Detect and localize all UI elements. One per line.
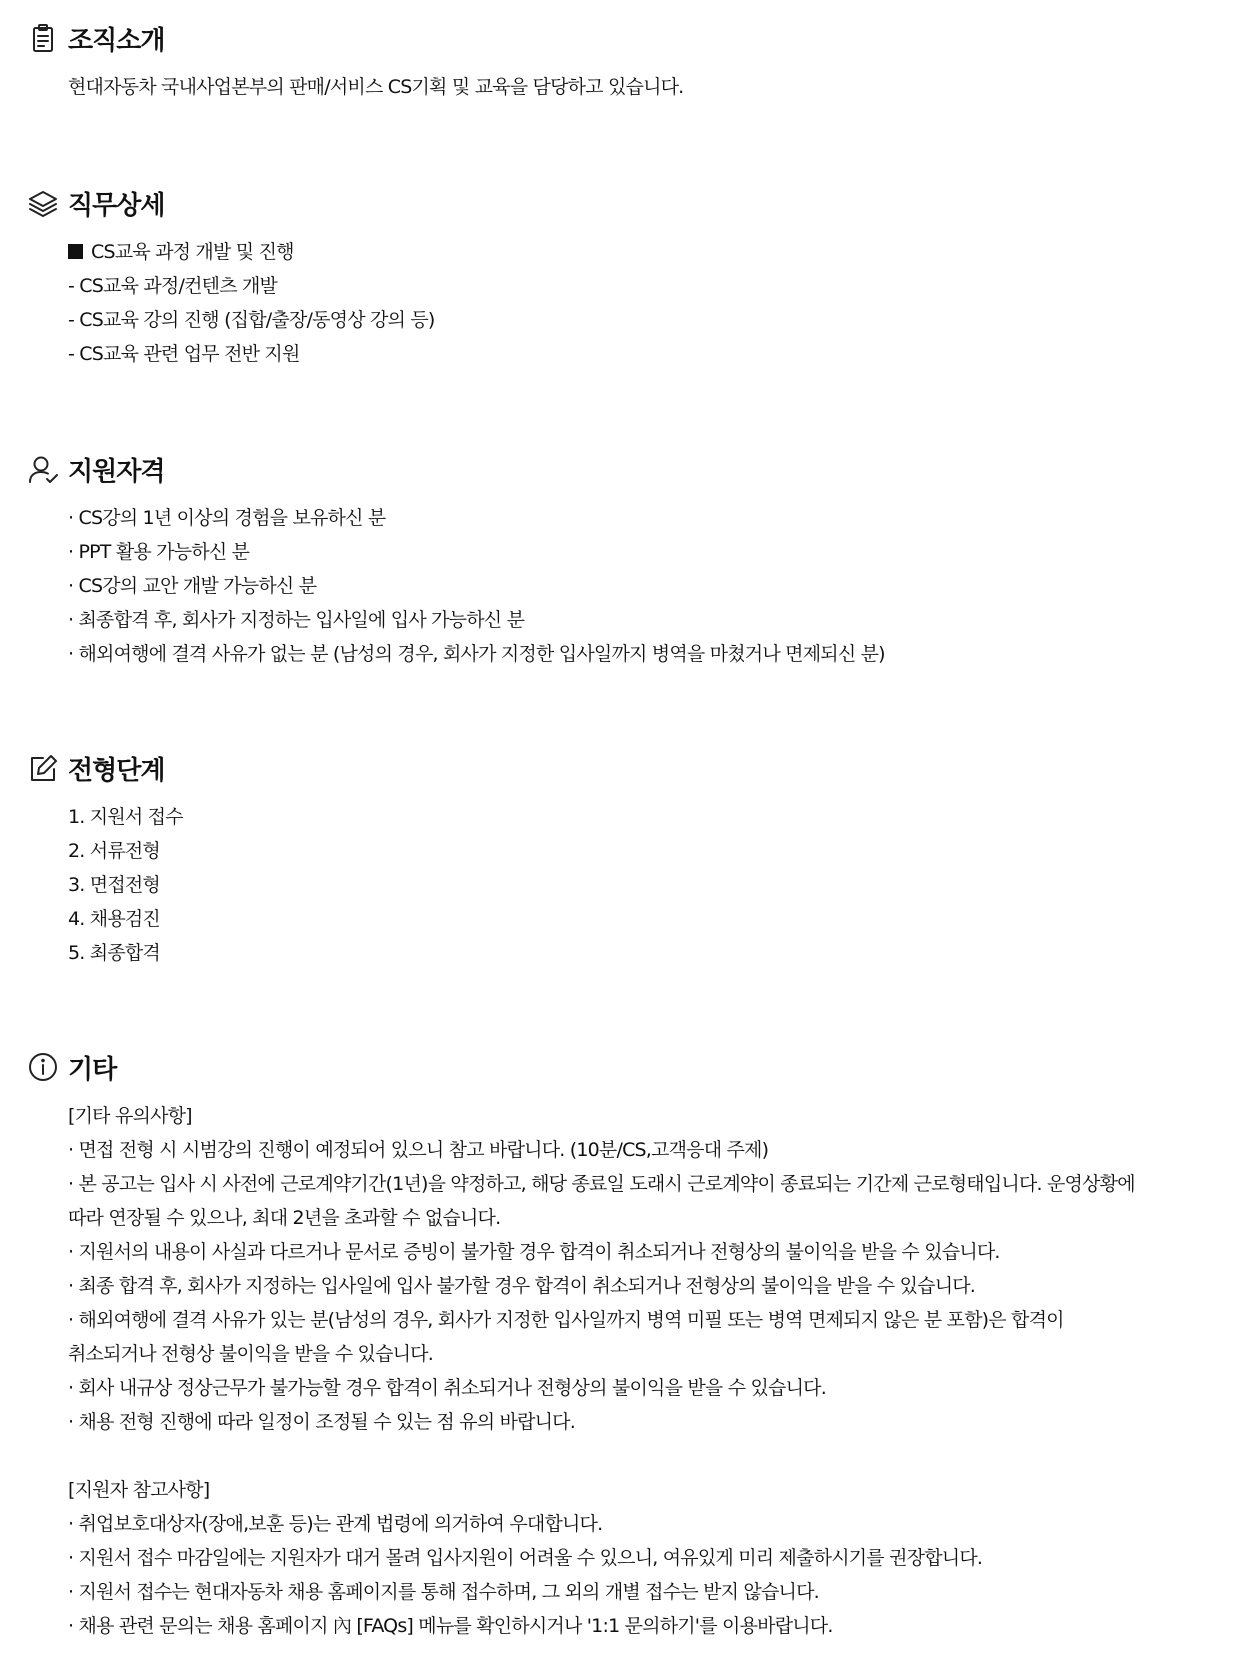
section-body xyxy=(68,235,1218,371)
info-icon xyxy=(26,1050,60,1084)
body-heading xyxy=(68,235,1218,269)
body-line: · 본 공고는 입사 시 사전에 근로계약기간(1년)을 약정하고, 해당 종료일 도래시 근로계약이 종료되는 기간제 근로형태입니다. 운영상황에 xyxy=(68,1173,1135,1195)
layers-icon xyxy=(26,186,60,220)
body-line: · 최종합격 후, 회사가 지정하는 입사일에 입사 가능하신 분 xyxy=(68,609,525,631)
blank-line xyxy=(68,1439,1218,1473)
body-line: 1. 지원서 접수 xyxy=(68,806,183,828)
body-line: · 최종 합격 후, 회사가 지정하는 입사일에 입사 불가할 경우 합격이 취소되거나 전형상의 불이익을 받을 수 있습니다. xyxy=(68,1275,976,1297)
body-line: 취소되거나 전형상 불이익을 받을 수 있습니다. xyxy=(68,1343,433,1365)
body-subheading: [지원자 참고사항] xyxy=(68,1479,210,1501)
section-body xyxy=(68,800,1218,970)
body-heading-text: CS교육 과정 개발 및 진행 xyxy=(91,241,294,263)
section-title: 기타 xyxy=(68,1054,117,1085)
body-line: · 면접 전형 시 시범강의 진행이 예정되어 있으니 참고 바랍니다. (10분/CS,고객응대 주제) xyxy=(68,1139,769,1161)
section-title: 조직소개 xyxy=(68,25,165,56)
section-title: 직무상세 xyxy=(68,190,165,221)
body-line: · 회사 내규상 정상근무가 불가능할 경우 합격이 취소되거나 전형상의 불이익을 받을 수 있습니다. xyxy=(68,1377,826,1399)
body-line: 3. 면접전형 xyxy=(68,874,160,896)
section-header xyxy=(26,449,164,489)
section-header xyxy=(26,1047,116,1087)
body-line: · 취업보호대상자(장애,보훈 등)는 관계 법령에 의거하여 우대합니다. xyxy=(68,1513,603,1535)
edit-icon xyxy=(26,751,60,785)
body-line: · 채용 전형 진행에 따라 일정이 조정될 수 있는 점 유의 바랍니다. xyxy=(68,1411,575,1433)
section-header xyxy=(26,748,164,788)
section-body xyxy=(68,1099,1218,1643)
body-line: · CS강의 교안 개발 가능하신 분 xyxy=(68,575,317,597)
body-line: - CS교육 관련 업무 전반 지원 xyxy=(68,343,300,365)
body-line: 5. 최종합격 xyxy=(68,942,160,964)
body-line: - CS교육 과정/컨텐츠 개발 xyxy=(68,275,278,297)
section-title: 전형단계 xyxy=(68,755,165,786)
square-bullet-icon xyxy=(68,244,83,259)
body-line: · 지원서의 내용이 사실과 다르거나 문서로 증빙이 불가할 경우 합격이 취소되거나 전형상의 불이익을 받을 수 있습니다. xyxy=(68,1241,1000,1263)
body-line: · 해외여행에 결격 사유가 없는 분 (남성의 경우, 회사가 지정한 입사일까지 병역을 마쳤거나 면제되신 분) xyxy=(68,643,885,665)
body-line: - CS교육 강의 진행 (집합/출장/동영상 강의 등) xyxy=(68,309,435,331)
body-line: · PPT 활용 가능하신 분 xyxy=(68,541,250,563)
section-body xyxy=(68,501,1218,671)
body-line: 따라 연장될 수 있으나, 최대 2년을 초과할 수 없습니다. xyxy=(68,1207,501,1229)
body-line: · 채용 관련 문의는 채용 홈페이지 內 [FAQs] 메뉴를 확인하시거나 '1:1 문의하기'를 이용바랍니다. xyxy=(68,1615,833,1637)
body-line: · CS강의 1년 이상의 경험을 보유하신 분 xyxy=(68,507,386,529)
body-line: 현대자동차 국내사업본부의 판매/서비스 CS기획 및 교육을 담당하고 있습니다. xyxy=(68,76,684,98)
body-line: · 지원서 접수 마감일에는 지원자가 대거 몰려 입사지원이 어려울 수 있으니, 여유있게 미리 제출하시기를 권장합니다. xyxy=(68,1547,983,1569)
body-line: 4. 채용검진 xyxy=(68,908,160,930)
section-header xyxy=(26,18,164,58)
clipboard-icon xyxy=(26,21,60,55)
user-check-icon xyxy=(26,452,60,486)
body-line: · 지원서 접수는 현대자동차 채용 홈페이지를 통해 접수하며, 그 외의 개별 접수는 받지 않습니다. xyxy=(68,1581,819,1603)
section-title: 지원자격 xyxy=(68,456,165,487)
body-line: · 해외여행에 결격 사유가 있는 분(남성의 경우, 회사가 지정한 입사일까지 병역 미필 또는 병역 면제되지 않은 분 포함)은 합격이 xyxy=(68,1309,1064,1331)
section-header xyxy=(26,183,164,223)
section-body xyxy=(68,70,1218,104)
body-subheading: [기타 유의사항] xyxy=(68,1105,192,1127)
body-line: 2. 서류전형 xyxy=(68,840,160,862)
